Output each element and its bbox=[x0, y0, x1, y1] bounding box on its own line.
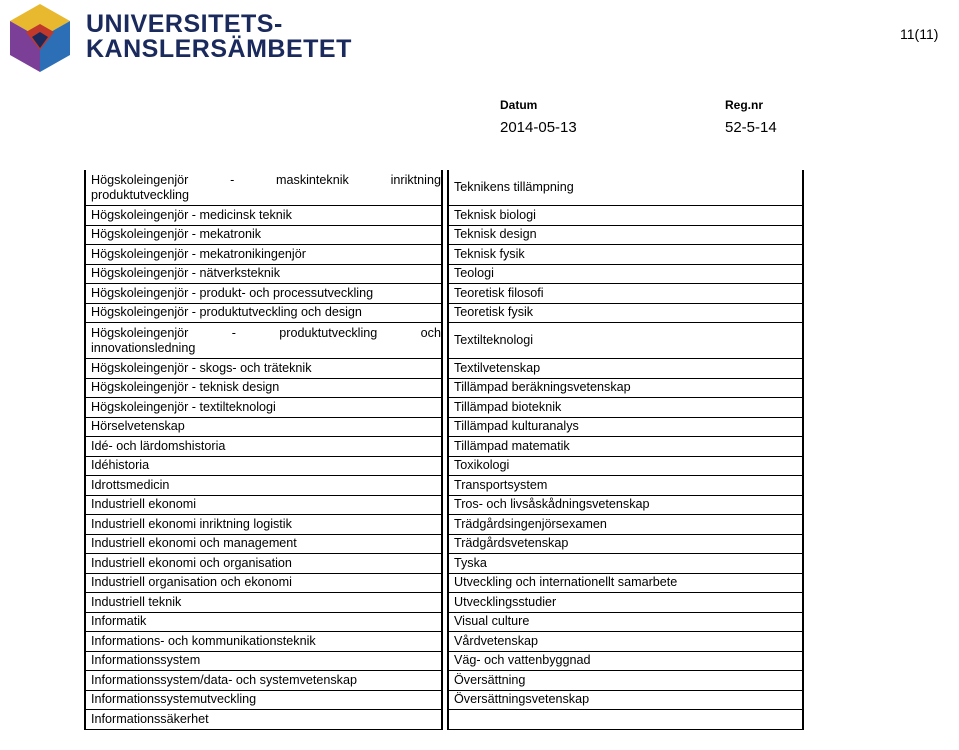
table-row bbox=[85, 534, 803, 554]
left-cell: Informationssystem/data- och systemvetenskap bbox=[85, 671, 442, 691]
table-row bbox=[85, 495, 803, 515]
left-cell: Informationssäkerhet bbox=[85, 710, 442, 730]
left-cell-word: - bbox=[230, 172, 235, 187]
table-row bbox=[85, 398, 803, 418]
right-cell: Väg- och vattenbyggnad bbox=[448, 651, 803, 671]
left-cell-line1 bbox=[91, 326, 441, 341]
right-cell: Teknisk biologi bbox=[448, 206, 803, 226]
left-cell-word: Högskoleingenjör bbox=[91, 172, 189, 187]
organization-name-line2: KANSLERSÄMBETET bbox=[86, 35, 352, 63]
left-cell: Industriell ekonomi bbox=[85, 495, 442, 515]
left-cell-line2: innovationsledning bbox=[91, 340, 196, 355]
table-row bbox=[85, 515, 803, 535]
table-row bbox=[85, 417, 803, 437]
table-row bbox=[85, 264, 803, 284]
left-cell: Industriell organisation och ekonomi bbox=[85, 573, 442, 593]
left-cell: Högskoleingenjör - produktutveckling och design bbox=[85, 303, 442, 323]
table-row bbox=[85, 359, 803, 379]
subject-table bbox=[84, 170, 804, 730]
table-row bbox=[85, 456, 803, 476]
organization-name bbox=[86, 12, 352, 62]
page-number: 11(11) bbox=[900, 26, 939, 42]
left-cell: Industriell teknik bbox=[85, 593, 442, 613]
right-cell: Textilteknologi bbox=[448, 323, 803, 359]
left-cell: Högskoleingenjör - mekatronikingenjör bbox=[85, 245, 442, 265]
left-cell-word: och bbox=[420, 325, 441, 340]
university-chancellor-logo bbox=[8, 2, 72, 74]
table-row bbox=[85, 170, 803, 206]
table-row bbox=[85, 206, 803, 226]
table-row bbox=[85, 710, 803, 730]
left-cell: Högskoleingenjör - medicinsk teknik bbox=[85, 206, 442, 226]
right-cell: Vårdvetenskap bbox=[448, 632, 803, 652]
table-row bbox=[85, 378, 803, 398]
right-cell: Transportsystem bbox=[448, 476, 803, 496]
left-cell-word: inriktning bbox=[390, 172, 441, 187]
left-cell: Högskoleingenjör - skogs- och träteknik bbox=[85, 359, 442, 379]
left-cell bbox=[85, 323, 442, 359]
left-cell-word: - bbox=[231, 325, 236, 340]
table-row bbox=[85, 671, 803, 691]
right-cell: Tillämpad kulturanalys bbox=[448, 417, 803, 437]
left-cell: Industriell ekonomi och management bbox=[85, 534, 442, 554]
table-row bbox=[85, 476, 803, 496]
right-cell: Tros- och livsåskådningsvetenskap bbox=[448, 495, 803, 515]
right-cell: Teoretisk fysik bbox=[448, 303, 803, 323]
table-row bbox=[85, 612, 803, 632]
date-label: Datum bbox=[500, 98, 538, 112]
table-row bbox=[85, 593, 803, 613]
left-cell: Informationssystemutveckling bbox=[85, 690, 442, 710]
table-row bbox=[85, 225, 803, 245]
table-row bbox=[85, 690, 803, 710]
right-cell: Tyska bbox=[448, 554, 803, 574]
left-cell: Idé- och lärdomshistoria bbox=[85, 437, 442, 457]
left-cell: Högskoleingenjör - nätverksteknik bbox=[85, 264, 442, 284]
left-cell: Informations- och kommunikationsteknik bbox=[85, 632, 442, 652]
right-cell: Översättningsvetenskap bbox=[448, 690, 803, 710]
right-cell: Teknisk fysik bbox=[448, 245, 803, 265]
table-row bbox=[85, 573, 803, 593]
registration-number-value: 52-5-14 bbox=[725, 119, 777, 136]
table-row bbox=[85, 303, 803, 323]
left-cell: Högskoleingenjör - textilteknologi bbox=[85, 398, 442, 418]
table-row bbox=[85, 554, 803, 574]
right-cell: Teoretisk filosofi bbox=[448, 284, 803, 304]
right-cell: Utveckling och internationellt samarbete bbox=[448, 573, 803, 593]
right-cell: Tillämpad matematik bbox=[448, 437, 803, 457]
left-cell: Industriell ekonomi och organisation bbox=[85, 554, 442, 574]
left-cell-word: Högskoleingenjör bbox=[91, 325, 189, 340]
left-cell bbox=[85, 170, 442, 206]
left-cell: Högskoleingenjör - produkt- och processutveckling bbox=[85, 284, 442, 304]
right-cell: Trädgårdsvetenskap bbox=[448, 534, 803, 554]
right-cell: Tillämpad beräkningsvetenskap bbox=[448, 378, 803, 398]
right-cell: Översättning bbox=[448, 671, 803, 691]
table-row bbox=[85, 284, 803, 304]
left-cell-word: produktutveckling bbox=[279, 325, 378, 340]
right-cell: Trädgårdsingenjörsexamen bbox=[448, 515, 803, 535]
table-row bbox=[85, 651, 803, 671]
right-cell: Tillämpad bioteknik bbox=[448, 398, 803, 418]
right-cell bbox=[448, 710, 803, 730]
table-row bbox=[85, 245, 803, 265]
right-cell: Textilvetenskap bbox=[448, 359, 803, 379]
left-cell: Högskoleingenjör - teknisk design bbox=[85, 378, 442, 398]
left-cell: Industriell ekonomi inriktning logistik bbox=[85, 515, 442, 535]
right-cell: Teknikens tillämpning bbox=[448, 170, 803, 206]
left-cell-word: maskinteknik bbox=[276, 172, 349, 187]
left-cell: Hörselvetenskap bbox=[85, 417, 442, 437]
right-cell: Utvecklingsstudier bbox=[448, 593, 803, 613]
left-cell-line2: produktutveckling bbox=[91, 187, 190, 202]
left-cell-line1 bbox=[91, 173, 441, 188]
date-value: 2014-05-13 bbox=[500, 119, 577, 136]
left-cell: Högskoleingenjör - mekatronik bbox=[85, 225, 442, 245]
table-row bbox=[85, 437, 803, 457]
right-cell: Teknisk design bbox=[448, 225, 803, 245]
right-cell: Toxikologi bbox=[448, 456, 803, 476]
left-cell: Idrottsmedicin bbox=[85, 476, 442, 496]
table-row bbox=[85, 632, 803, 652]
table-row bbox=[85, 323, 803, 359]
registration-number-label: Reg.nr bbox=[725, 98, 764, 112]
left-cell: Informatik bbox=[85, 612, 442, 632]
left-cell: Idéhistoria bbox=[85, 456, 442, 476]
organization-name-line1: UNIVERSITETS- bbox=[86, 10, 283, 38]
right-cell: Visual culture bbox=[448, 612, 803, 632]
left-cell: Informationssystem bbox=[85, 651, 442, 671]
right-cell: Teologi bbox=[448, 264, 803, 284]
